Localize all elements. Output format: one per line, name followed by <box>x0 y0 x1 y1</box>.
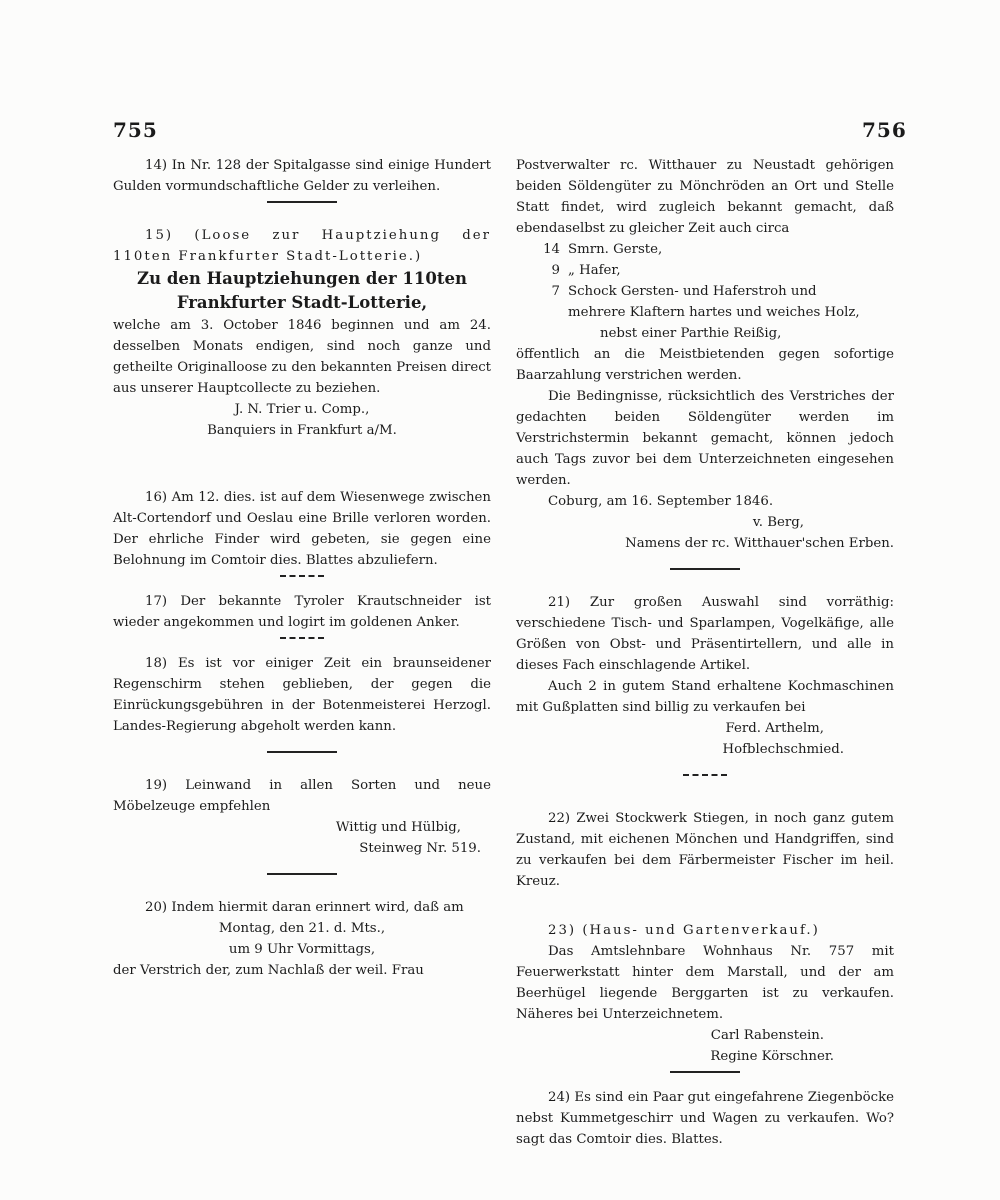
list-item <box>516 281 894 302</box>
notice-21-b: Auch 2 in gutem Stand erhaltene Kochmaschinen mit Gußplatten sind billig zu verkaufen bei <box>516 679 894 715</box>
notice-18: 18) Es ist vor einiger Zeit ein braunseidener Regenschirm stehen geblieben, der gegen die Einrückungsgebühren in der Botenmeisterei Herzogl. Landes-Regierung abgeholt werden kann. <box>113 656 491 734</box>
divider <box>670 1071 740 1073</box>
notice-20-conditions: Die Bedingnisse, rücksichtlich des Verstriches der gedachten beiden Söldengüter werden im Verstrichstermin bekannt gemacht, können jedoch auch Tags zuvor bei dem Unterzeichneten eingesehen werden. <box>516 389 894 488</box>
list-continuation: mehrere Klaftern hartes und weiches Holz, <box>568 305 860 320</box>
notice-20-signature-2: Namens der rc. Witthauer'schen Erben. <box>625 536 894 551</box>
notice-20-continued: Postverwalter rc. Witthauer zu Neustadt gehörigen beiden Söldengüter zu Mönchröden an Ort und Stelle Statt findet, wird zugleich bekannt gemacht, daß ebendaselbst zu gleicher Zeit auch circa <box>516 158 894 236</box>
notice-20-continued-2: öffentlich an die Meistbietenden gegen sofortige Baarzahlung verstrichen werden. <box>516 347 894 383</box>
notice-16: 16) Am 12. dies. ist auf dem Wiesenwege zwischen Alt-Cortendorf und Oeslau eine Brille verloren worden. Der ehrliche Finder wird gebeten, sie gegen eine Belohnung im Comtoir dies. Blattes abzuliefern. <box>113 490 491 568</box>
list-item-quantity: 7 <box>551 284 560 299</box>
divider <box>267 751 337 753</box>
list-item <box>516 260 894 281</box>
divider <box>670 568 740 570</box>
divider <box>280 575 324 577</box>
notice-23-signature-1: Carl Rabenstein. <box>710 1028 824 1043</box>
notice-15-body: welche am 3. October 1846 beginnen und am 24. desselben Monats endigen, sind noch ganze und getheilte Originalloose zu den bekannten Preisen direct aus unserer Hauptcollecte zu beziehen. <box>113 318 491 396</box>
notice-20-place-date: Coburg, am 16. September 1846. <box>548 494 774 509</box>
notice-23-signature-2: Regine Körschner. <box>710 1049 834 1064</box>
notice-20-line-2: Montag, den 21. d. Mts., <box>218 921 386 936</box>
right-column <box>516 155 894 1150</box>
list-item-quantity: 9 <box>551 263 560 278</box>
notice-15-signature-1: J. N. Trier u. Comp., <box>234 402 370 417</box>
notice-19-signature-1: Wittig und Hülbig, <box>335 820 461 835</box>
notice-23: Das Amtslehnbare Wohnhaus Nr. 757 mit Feuerwerkstatt hinter dem Marstall, und der am Beerhügel liegende Berggarten ist zu verkaufen. Näheres bei Unterzeichnetem. <box>516 944 894 1022</box>
notice-17: 17) Der bekannte Tyroler Krautschneider ist wieder angekommen und logirt im goldenen Anker. <box>113 594 491 630</box>
notice-15-title: Zu den Hauptziehungen der 110ten Frankfurter Stadt-Lotterie, <box>137 269 467 312</box>
divider <box>280 637 324 639</box>
list-item-quantity: 14 <box>543 242 560 257</box>
notice-23-heading: 23) (Haus- und Gartenverkauf.) <box>548 923 820 938</box>
list-item-text: Schock Gersten- und Haferstroh und <box>568 284 817 299</box>
page-number-left: 755 <box>113 118 158 142</box>
divider <box>683 774 727 776</box>
notice-15-signature-2: Banquiers in Frankfurt a/M. <box>207 423 397 438</box>
notice-20-line-4: der Verstrich der, zum Nachlaß der weil. Frau <box>113 963 424 978</box>
page-number-right: 756 <box>862 118 907 142</box>
notice-15-heading: 15) (Loose zur Hauptziehung der 110ten Frankfurter Stadt-Lotterie.) <box>113 228 491 264</box>
notice-21-signature-2: Hofblechschmied. <box>722 742 844 757</box>
divider <box>267 873 337 875</box>
list-continuation: nebst einer Parthie Reißig, <box>600 326 782 341</box>
notice-19: 19) Leinwand in allen Sorten und neue Möbelzeuge empfehlen <box>113 778 491 814</box>
notice-22: 22) Zwei Stockwerk Stiegen, in noch ganz gutem Zustand, mit eichenen Mönchen und Handgriffen, sind zu verkaufen bei dem Färbermeister Fischer im heil. Kreuz. <box>516 811 894 889</box>
list-item <box>516 239 894 260</box>
left-column <box>113 155 491 981</box>
notice-20-signature-1: v. Berg, <box>752 515 804 530</box>
notice-20-line-3: um 9 Uhr Vormittags, <box>228 942 376 957</box>
notice-21: 21) Zur großen Auswahl sind vorräthig: verschiedene Tisch- und Sparlampen, Vogelkäfige, alle Größen von Obst- und Präsentirtellern, und alle in dieses Fach einschlagende Artikel. <box>516 595 894 673</box>
notice-19-signature-2: Steinweg Nr. 519. <box>359 841 481 856</box>
list-item-text: Smrn. Gerste, <box>568 242 663 257</box>
divider <box>267 201 337 203</box>
list-item-text: „ Hafer, <box>568 263 621 278</box>
notice-20-line-1: 20) Indem hiermit daran erinnert wird, daß am <box>145 900 464 915</box>
notice-14: 14) In Nr. 128 der Spitalgasse sind einige Hundert Gulden vormundschaftliche Gelder zu verleihen. <box>113 158 491 194</box>
notice-21-signature-1: Ferd. Arthelm, <box>725 721 824 736</box>
notice-24: 24) Es sind ein Paar gut eingefahrene Ziegenböcke nebst Kummetgeschirr und Wagen zu verkaufen. Wo? sagt das Comtoir dies. Blattes. <box>516 1090 894 1147</box>
